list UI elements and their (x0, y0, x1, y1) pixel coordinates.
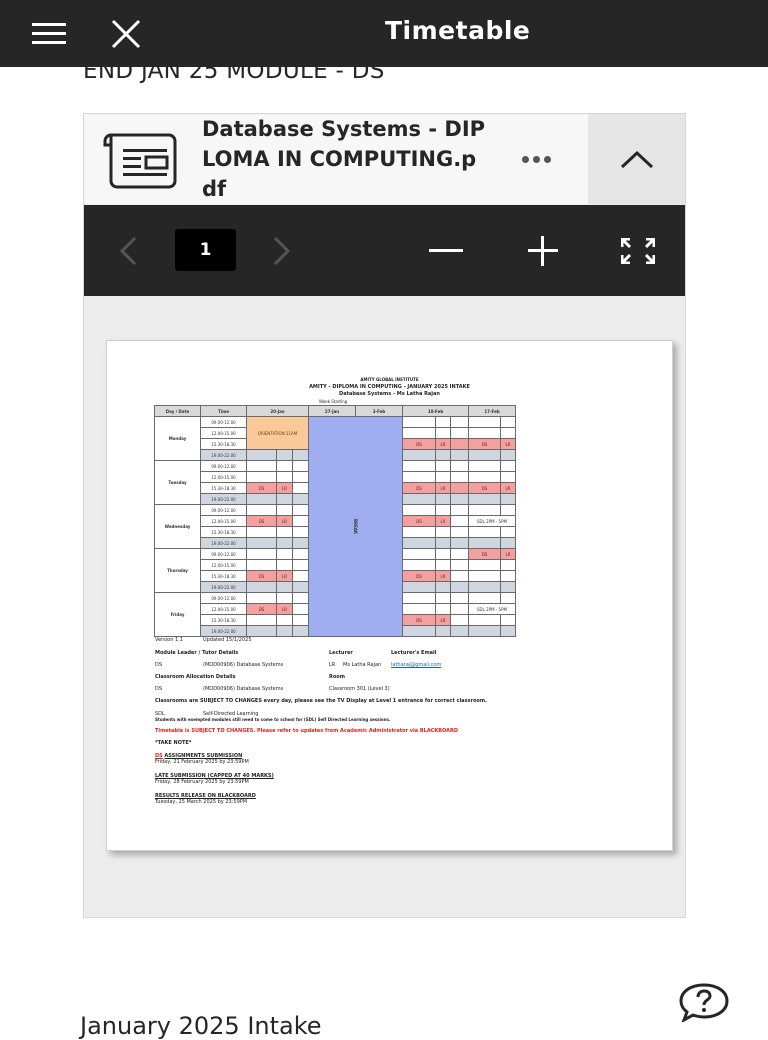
pdf-assignment-heading: DS ASSIGNMENTS SUBMISSION (155, 753, 243, 759)
time-cell: 15.30-18.30 (201, 527, 247, 538)
pdf-module-leader-heading: Module Leader / Tutor Details (155, 650, 239, 656)
pdf-title: AMITY - DIPLOMA IN COMPUTING - JANUARY 2025 INTAKE (309, 384, 470, 390)
pdf-week-starting: Week Starting (319, 399, 348, 404)
col-10-feb: 10-Feb (403, 406, 469, 417)
time-cell: 12.00-15.00 (201, 560, 247, 571)
time-cell: 19.00-22.00 (201, 450, 247, 461)
pdf-room-heading: Room (329, 674, 345, 680)
time-cell: 12.00-15.00 (201, 516, 247, 527)
file-attachment-card (83, 113, 686, 918)
pdf-classroom-note: Classrooms are SUBJECT TO CHANGES every day, please see the TV Display at Level 1 entrance for correct classroom. (155, 698, 487, 704)
time-cell: 15.30-18.30 (201, 483, 247, 494)
col-17-feb: 17-Feb (469, 406, 516, 417)
ds-cell: DS (403, 439, 436, 450)
ds-cell: DS (247, 604, 277, 615)
lr-cell: LR (501, 439, 516, 450)
page-number-input[interactable]: 1 (175, 229, 236, 271)
time-cell: 09.00-12.00 (201, 461, 247, 472)
col-time: Time (201, 406, 247, 417)
pdf-module-code: DS (155, 662, 163, 668)
pdf-lecturer-heading: Lecturer (329, 650, 353, 656)
pdf-viewer[interactable] (84, 296, 685, 917)
orientation-cell: ORIENTATION 11AM (247, 417, 309, 450)
ds-cell: DS (247, 483, 277, 494)
day-friday: Friday (155, 593, 201, 637)
pdf-late-heading: LATE SUBMISSION (CAPPED AT 40 MARKS) (155, 773, 274, 779)
time-cell: 09.00-12.00 (201, 417, 247, 428)
pdf-classroom-heading: Classroom Allocation Details (155, 674, 236, 680)
pdf-module-name: (MOD00906) Database Systems (203, 662, 284, 668)
timetable-grid (154, 405, 516, 637)
chevron-right-icon[interactable] (262, 231, 302, 271)
lr-cell: LR (436, 615, 451, 626)
help-icon[interactable] (678, 980, 730, 1024)
ds-cell: DS (403, 571, 436, 582)
zoom-out-icon[interactable] (425, 230, 467, 272)
time-cell: 12.00-15.00 (201, 604, 247, 615)
col-3-feb: 3-Feb (356, 406, 403, 417)
section-heading: END JAN 25 MODULE - DS (83, 58, 385, 84)
pdf-late-date: Friday, 28 February 2025 by 23:59PM (155, 779, 249, 785)
time-cell: 09.00-12.00 (201, 549, 247, 560)
time-cell: 15.30-18.30 (201, 439, 247, 450)
day-wednesday: Wednesday (155, 505, 201, 549)
pdf-room-module-code: DS (155, 686, 163, 692)
lr-cell: LR (436, 439, 451, 450)
pdf-version: Version 1.1 (155, 637, 183, 643)
lr-cell: LR (277, 571, 293, 582)
time-cell: 15.30-18.30 (201, 615, 247, 626)
time-cell: 09.00-12.00 (201, 593, 247, 604)
ds-cell: DS (403, 483, 436, 494)
pdf-sdl-code: SDL (155, 711, 165, 717)
lr-cell: LR (436, 483, 451, 494)
top-bar (0, 0, 768, 67)
pdf-exempted-note: Students with exempted modules still need to come to school for (SDL) Self Directed Learning sessions. (155, 717, 391, 722)
chevron-up-icon[interactable] (588, 114, 685, 204)
pdf-subtitle: Database Systems - Ms Latha Rajan (339, 391, 440, 397)
file-header (84, 114, 685, 204)
pdf-updated: Updated 15/1/2025 (203, 637, 252, 643)
pdf-sdl-name: Self-Directed Learning (203, 711, 259, 717)
pdf-lecturer-email-heading: Lecturer's Email (391, 650, 437, 656)
pdf-assignment-date: Friday, 21 February 2025 by 23:59PM (155, 759, 249, 765)
lr-cell: LR (277, 516, 293, 527)
time-cell: 19.00-22.00 (201, 538, 247, 549)
ds-cell: DS (469, 549, 501, 560)
pdf-lecturer-name: Ms Latha Rajan (343, 662, 382, 668)
ds-cell: DS (403, 615, 436, 626)
pdf-page (106, 340, 673, 851)
pdf-lecturer-email[interactable]: latharaj@gmail.com (391, 662, 442, 668)
time-cell: 12.00-15.00 (201, 472, 247, 483)
pdf-lecturer-code: LR (329, 662, 336, 668)
col-20-jan: 20-Jan (247, 406, 309, 417)
pdf-room: Classroom 301 (Level 3) (329, 686, 390, 692)
time-cell: 09.00-12.00 (201, 505, 247, 516)
ds-cell: DS (247, 571, 277, 582)
time-cell: 12.00-15.00 (201, 428, 247, 439)
pdf-results-date: Tuesday, 25 March 2025 by 23:59PM (155, 799, 248, 805)
pdf-take-note: *TAKE NOTE* (155, 740, 192, 746)
ds-cell: DS (469, 483, 501, 494)
page-title: Timetable (385, 16, 531, 45)
lr-cell: LR (436, 516, 451, 527)
ds-cell: DS (469, 439, 501, 450)
pdf-institute: AMITY GLOBAL INSTITUTE (360, 377, 419, 382)
pdf-toolbar (84, 205, 685, 296)
zoom-in-icon[interactable] (520, 230, 566, 272)
ds-cell: DS (403, 516, 436, 527)
time-cell: 19.00-22.00 (201, 494, 247, 505)
day-thursday: Thursday (155, 549, 201, 593)
fullscreen-icon[interactable] (617, 230, 659, 272)
chevron-left-icon[interactable] (108, 231, 148, 271)
lr-cell: LR (501, 549, 516, 560)
lr-cell: LR (277, 604, 293, 615)
pdf-timetable-note: Timetable is SUBJECT TO CHANGES. Please refer to updates from Academic Administrator via BLACKBOARD (155, 728, 459, 734)
sdl-cell: SDL 2PM - 5PM (469, 604, 516, 615)
bottom-section-heading: January 2025 Intake (80, 1012, 322, 1040)
lr-cell: LR (436, 571, 451, 582)
day-monday: Monday (155, 417, 201, 461)
lr-cell: LR (501, 483, 516, 494)
close-icon[interactable] (106, 14, 146, 54)
ds-cell: DS (247, 516, 277, 527)
time-cell: 19.00-22.00 (201, 626, 247, 637)
lr-cell: LR (277, 483, 293, 494)
time-cell: 19.00-22.00 (201, 582, 247, 593)
pdf-results-heading: RESULTS RELEASE ON BLACKBOARD (155, 793, 256, 799)
pdf-room-module-name: (MOD00906) Database Systems (203, 686, 284, 692)
time-cell: 15.30-18.30 (201, 571, 247, 582)
document-icon (101, 129, 181, 189)
day-tuesday: Tuesday (155, 461, 201, 505)
more-options-icon[interactable] (516, 150, 556, 168)
file-name[interactable]: Database Systems - DIPLOMA IN COMPUTING.pdf (202, 117, 486, 201)
col-27-jan: 27-Jan (309, 406, 356, 417)
hamburger-icon[interactable] (29, 14, 69, 54)
col-day-date: Day / Date (155, 406, 201, 417)
break-cell: BREAK (309, 417, 403, 637)
sdl-cell: SDL 2PM - 5PM (469, 516, 516, 527)
